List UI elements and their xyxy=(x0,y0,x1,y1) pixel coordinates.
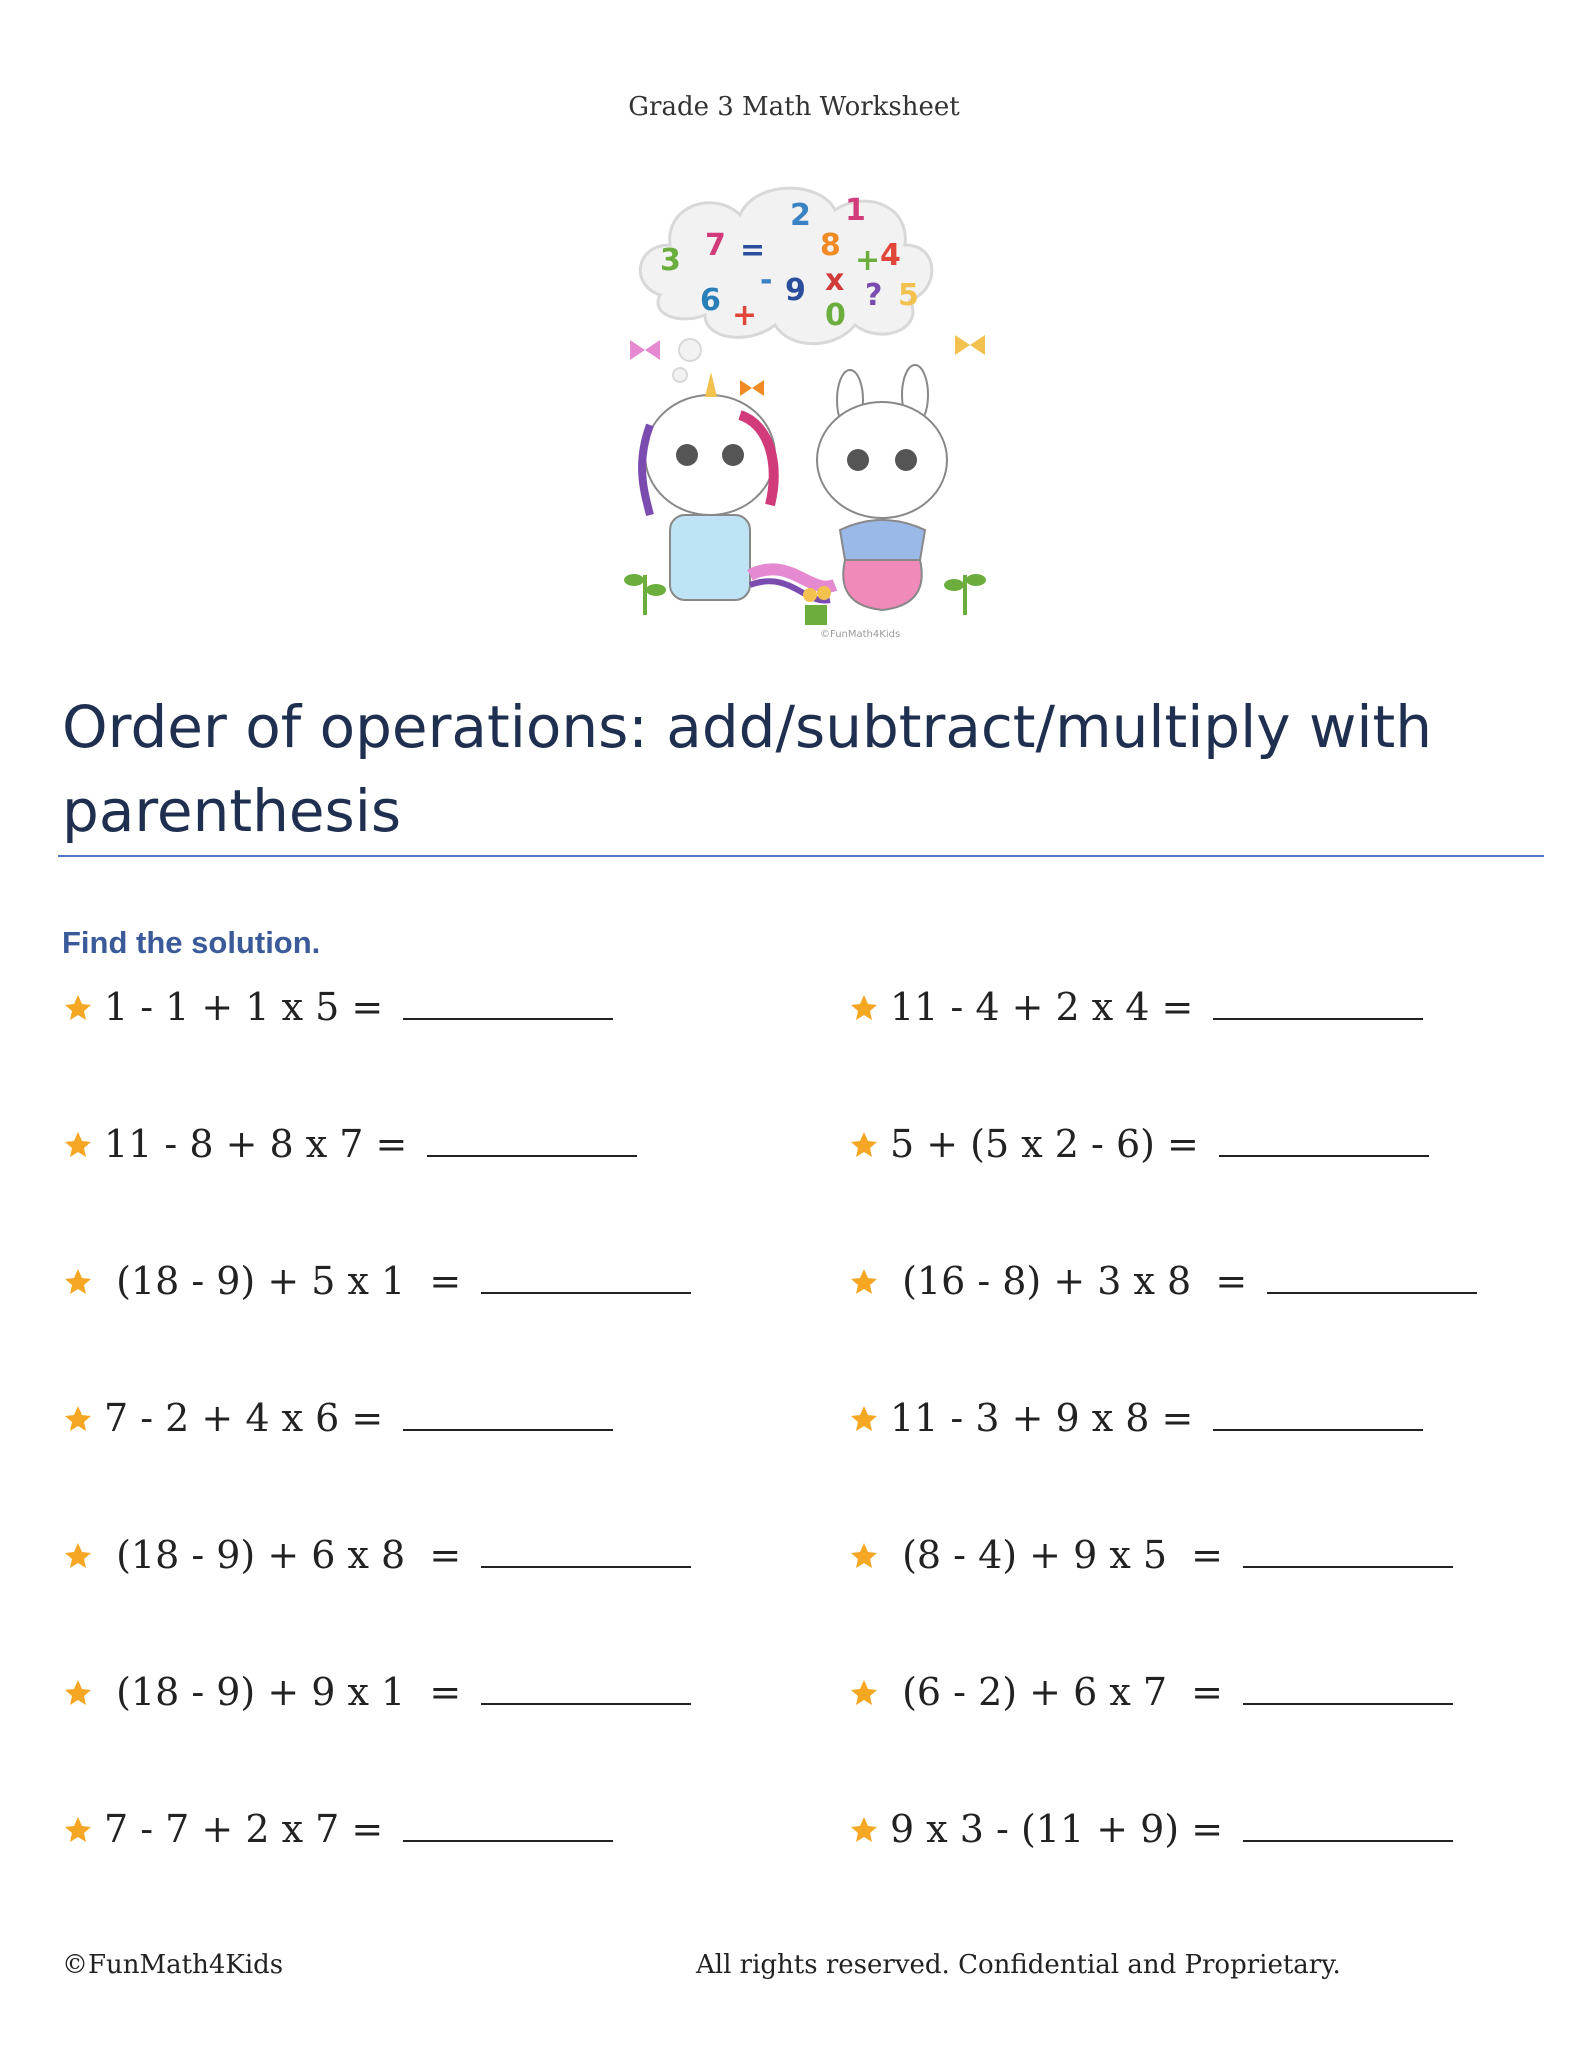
bunny-character xyxy=(817,365,947,610)
answer-blank[interactable] xyxy=(1219,1125,1429,1157)
answer-blank[interactable] xyxy=(481,1262,691,1294)
butterfly-icon xyxy=(740,380,764,396)
problem-expression: (6 - 2) + 6 x 7 = xyxy=(890,1670,1224,1714)
cloud-digit: 8 xyxy=(820,228,841,263)
star-bullet-icon xyxy=(848,1128,880,1160)
answer-blank[interactable] xyxy=(481,1673,691,1705)
answer-blank[interactable] xyxy=(427,1125,637,1157)
problem-expression: (8 - 4) + 9 x 5 = xyxy=(890,1533,1224,1577)
butterfly-icon xyxy=(630,340,660,360)
answer-blank[interactable] xyxy=(481,1536,691,1568)
answer-blank[interactable] xyxy=(1243,1810,1453,1842)
star-bullet-icon xyxy=(848,991,880,1023)
cloud-digit: ? xyxy=(865,278,883,313)
problem-item xyxy=(848,1259,1477,1303)
problem-expression: 11 - 3 + 9 x 8 = xyxy=(890,1396,1194,1440)
problem-expression: 9 x 3 - (11 + 9) = xyxy=(890,1807,1224,1851)
answer-blank[interactable] xyxy=(403,1810,613,1842)
cloud-digit: 5 xyxy=(898,278,919,313)
answer-blank[interactable] xyxy=(403,1399,613,1431)
instruction-text: Find the solution. xyxy=(62,925,321,960)
answer-blank[interactable] xyxy=(1213,1399,1423,1431)
problem-expression: 11 - 4 + 2 x 4 = xyxy=(890,985,1194,1029)
butterfly-icon xyxy=(955,335,985,355)
illustration-credit: ©FunMath4Kids xyxy=(820,629,901,640)
star-bullet-icon xyxy=(62,1676,94,1708)
title-divider xyxy=(58,855,1544,857)
problem-item xyxy=(848,985,1423,1029)
star-bullet-icon xyxy=(848,1402,880,1434)
problem-item xyxy=(848,1670,1453,1714)
cloud-digit: = xyxy=(740,233,766,268)
star-bullet-icon xyxy=(62,1539,94,1571)
answer-blank[interactable] xyxy=(1243,1536,1453,1568)
cloud-digit: 6 xyxy=(700,283,721,318)
star-bullet-icon xyxy=(62,1265,94,1297)
cloud-digit: 7 xyxy=(705,228,726,263)
problem-item xyxy=(62,1670,691,1714)
cloud-digit: 4 xyxy=(880,238,901,273)
problem-item xyxy=(848,1807,1453,1851)
answer-blank[interactable] xyxy=(403,988,613,1020)
problem-expression: 11 - 8 + 8 x 7 = xyxy=(104,1122,408,1166)
cloud-digit: 2 xyxy=(790,198,811,233)
problem-item xyxy=(62,1533,691,1577)
problem-item xyxy=(62,1259,691,1303)
unicorn-character xyxy=(642,372,835,600)
cloud-digit: + xyxy=(855,243,881,278)
math-friends-illustration xyxy=(620,175,990,645)
problem-expression: 7 - 7 + 2 x 7 = xyxy=(104,1807,384,1851)
problem-expression: (18 - 9) + 9 x 1 = xyxy=(104,1670,462,1714)
cloud-digit: 3 xyxy=(660,243,681,278)
star-bullet-icon xyxy=(62,991,94,1023)
problem-expression: (16 - 8) + 3 x 8 = xyxy=(890,1259,1248,1303)
answer-blank[interactable] xyxy=(1243,1673,1453,1705)
problem-item xyxy=(62,985,613,1029)
cloud-digit: + xyxy=(732,298,758,333)
problem-item xyxy=(62,1807,613,1851)
problem-item xyxy=(62,1122,637,1166)
answer-blank[interactable] xyxy=(1267,1262,1477,1294)
problem-item xyxy=(62,1396,613,1440)
footer-copyright: ©FunMath4Kids xyxy=(62,1950,284,1980)
problem-expression: 1 - 1 + 1 x 5 = xyxy=(104,985,384,1029)
problem-item xyxy=(848,1396,1423,1440)
cloud-digit: 0 xyxy=(825,298,846,333)
problem-expression: 5 + (5 x 2 - 6) = xyxy=(890,1122,1199,1166)
star-bullet-icon xyxy=(62,1402,94,1434)
problem-expression: (18 - 9) + 5 x 1 = xyxy=(104,1259,462,1303)
cloud-digit: 9 xyxy=(785,273,806,308)
problem-item xyxy=(848,1122,1429,1166)
star-bullet-icon xyxy=(62,1813,94,1845)
problem-item xyxy=(848,1533,1453,1577)
star-bullet-icon xyxy=(848,1813,880,1845)
star-bullet-icon xyxy=(62,1128,94,1160)
header-title: Grade 3 Math Worksheet xyxy=(628,92,960,122)
footer-rights: All rights reserved. Confidential and Proprietary. xyxy=(696,1950,1341,1980)
page-title: Order of operations: add/subtract/multiply with parenthesis xyxy=(62,693,1433,845)
star-bullet-icon xyxy=(848,1265,880,1297)
cloud-digit: - xyxy=(760,263,773,298)
cloud-digit: 1 xyxy=(845,193,866,228)
star-bullet-icon xyxy=(848,1539,880,1571)
problem-expression: 7 - 2 + 4 x 6 = xyxy=(104,1396,384,1440)
problem-expression: (18 - 9) + 6 x 8 = xyxy=(104,1533,462,1577)
star-bullet-icon xyxy=(848,1676,880,1708)
answer-blank[interactable] xyxy=(1213,988,1423,1020)
cloud-digit: x xyxy=(825,263,845,298)
